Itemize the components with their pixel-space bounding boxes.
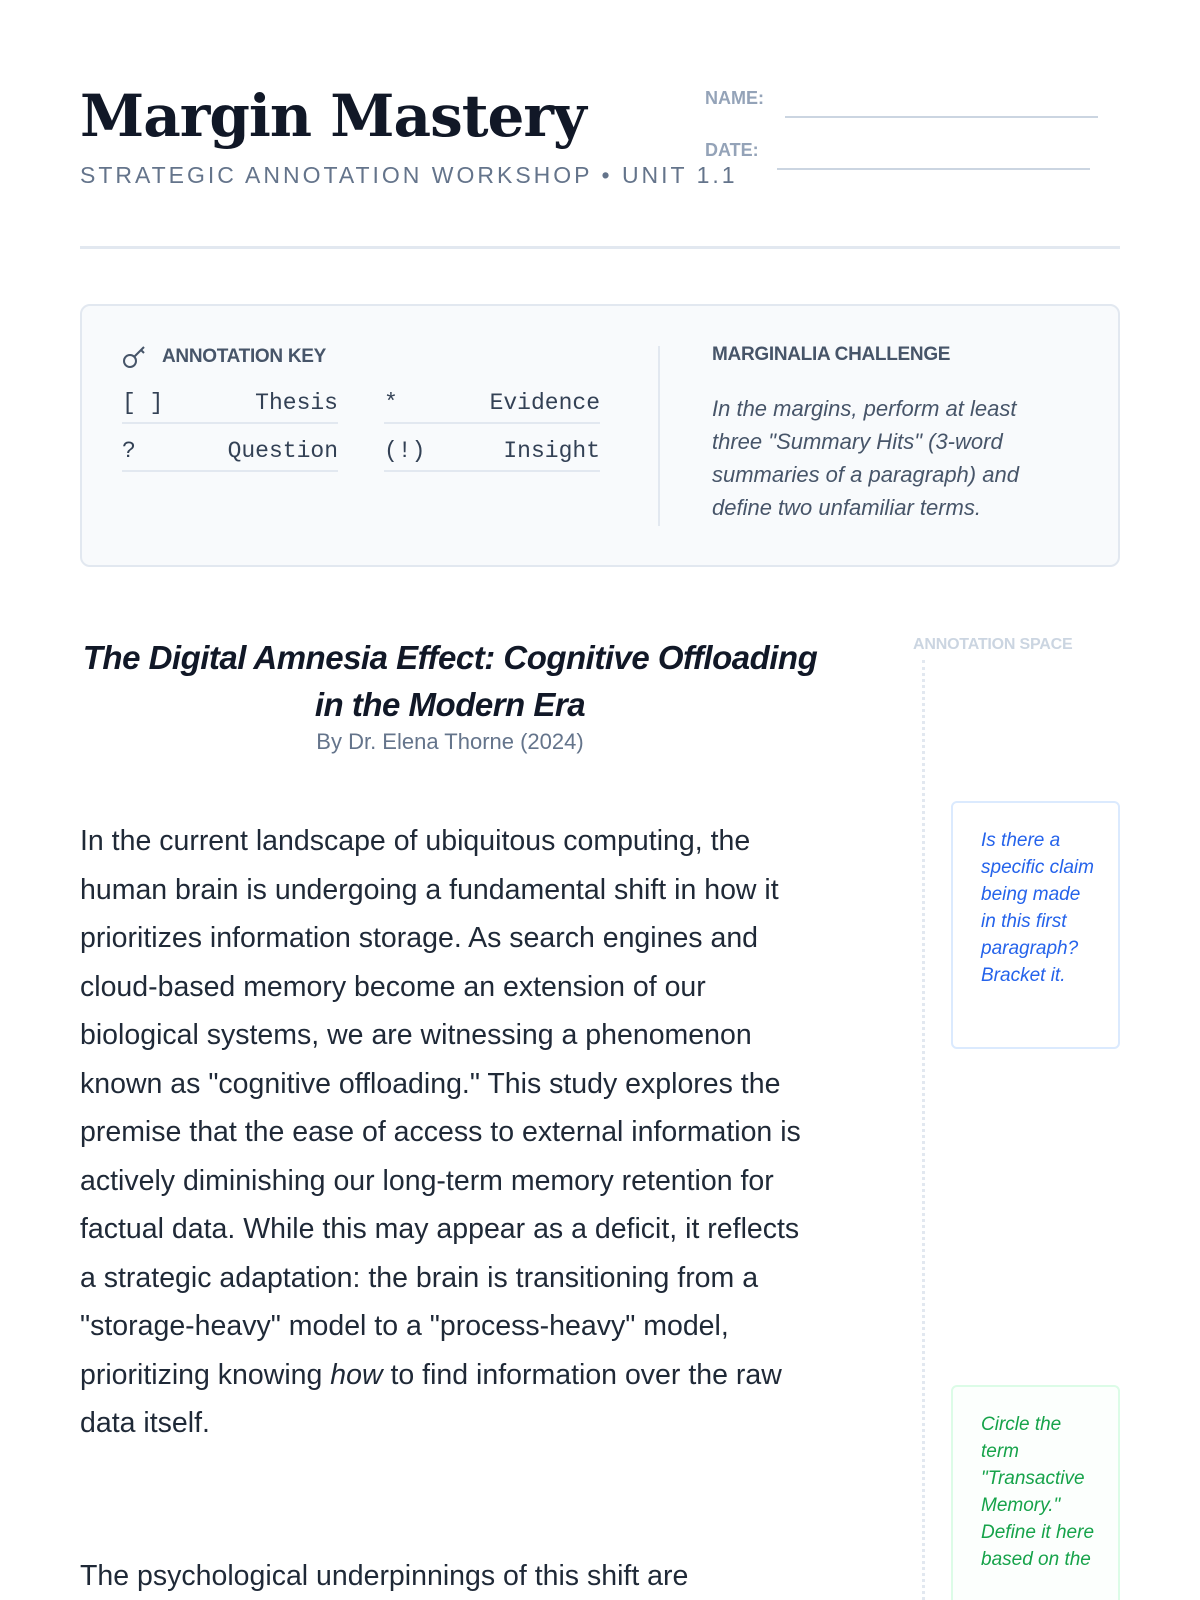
date-label: DATE: bbox=[705, 140, 759, 160]
margin-note-question: Is there a specific claim being made in this first paragraph? Bracket it. bbox=[951, 801, 1120, 1049]
key-label: Insight bbox=[503, 438, 600, 464]
emphasis-text: how bbox=[330, 1358, 383, 1391]
challenge-text: In the margins, perform at least three "Summary Hits" (3-word summaries of a paragraph) and define two unfamiliar terms. bbox=[712, 396, 1019, 520]
key-symbol: (!) bbox=[384, 438, 426, 464]
key-symbol: [ ] bbox=[122, 390, 164, 416]
key-label: Thesis bbox=[255, 390, 338, 416]
key-symbol: ? bbox=[122, 438, 136, 464]
article-paragraph-2: The psychological underpinnings of this shift are bbox=[80, 1560, 689, 1592]
article-title: The Digital Amnesia Effect: Cognitive Offloading in the Modern Era bbox=[82, 639, 818, 723]
margin-note-definition: Circle the term "Transactive Memory." Define it here based on the bbox=[951, 1385, 1120, 1600]
name-field[interactable] bbox=[785, 116, 1098, 118]
key-item-thesis bbox=[122, 390, 338, 424]
key-icon bbox=[122, 344, 148, 370]
annotation-key-title: ANNOTATION KEY bbox=[162, 346, 326, 367]
paragraph-text: In the current landscape of ubiquitous computing, the human brain is undergoing a fundamental shift in how it prioritizes information storage. As search engines and cloud-based memory become an extension of our biological systems, we are witnessing a phenomenon known as "cognitive offloading." This study explores the premise that the ease of access to external information is actively diminishing our long-term memory retention for factual data. While this may appear as a deficit, it reflects a strategic adaptation: the brain is transitioning from a "storage-heavy" model to a "process-heavy" model, prioritizing knowing bbox=[80, 825, 801, 1391]
article-byline: By Dr. Elena Thorne (2024) bbox=[316, 729, 584, 754]
key-item-question bbox=[122, 438, 338, 472]
annotation-key-card bbox=[80, 304, 1120, 567]
page-subtitle: STRATEGIC ANNOTATION WORKSHOP • UNIT 1.1 bbox=[80, 162, 738, 188]
key-item-evidence bbox=[384, 390, 600, 424]
key-symbol: * bbox=[384, 390, 398, 416]
page-title: Margin Mastery bbox=[80, 82, 586, 150]
annotation-key-heading bbox=[122, 344, 326, 370]
key-label: Evidence bbox=[489, 390, 600, 416]
name-label: NAME: bbox=[705, 88, 764, 108]
article-paragraph-1 bbox=[80, 817, 810, 1448]
paragraph-text: to find information over the raw data itself. bbox=[80, 1358, 782, 1439]
card-divider bbox=[658, 346, 660, 526]
challenge-heading: MARGINALIA CHALLENGE bbox=[712, 344, 951, 365]
key-label: Question bbox=[227, 438, 338, 464]
header-divider bbox=[80, 246, 1120, 249]
date-field[interactable] bbox=[777, 168, 1090, 170]
annotation-space-label: ANNOTATION SPACE bbox=[913, 636, 1073, 653]
key-item-insight bbox=[384, 438, 600, 472]
annotation-margin-rule bbox=[922, 660, 925, 1600]
